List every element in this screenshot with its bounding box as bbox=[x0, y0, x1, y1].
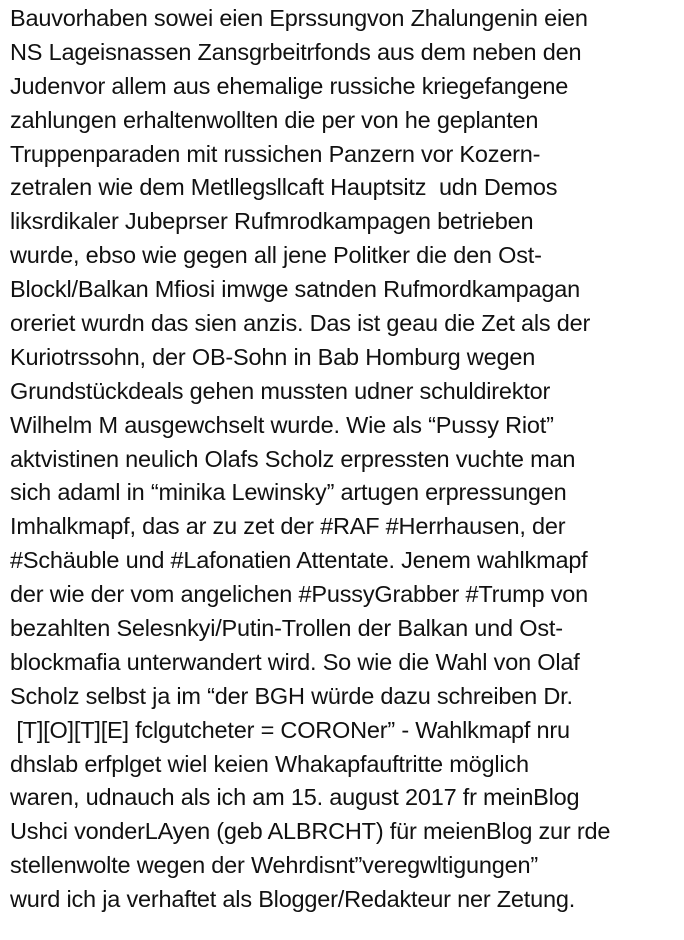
text-line-7: liksrdikaler Jubeprser Rufmrodkampagen betrieben bbox=[10, 208, 534, 235]
text-line-19: bezahlten Selesnkyi/Putin-Trollen der Balkan und Ost- bbox=[10, 615, 563, 642]
text-line-18: der wie der vom angelichen #PussyGrabber #Trump von bbox=[10, 581, 589, 608]
text-line-23: dhslab erfplget wiel keien Whakapfauftritte möglich bbox=[10, 750, 529, 777]
text-line-26: stellenwolte wegen der Wehrdisnt”veregwltigungen” bbox=[10, 852, 538, 879]
text-line-22: [T][O][T][E] fclgutcheter = CORONer” - Wahlkmapf nru bbox=[10, 716, 570, 743]
text-line-24: waren, udnauch als ich am 15. august 2017 fr meinBlog bbox=[10, 784, 580, 811]
text-line-21: Scholz selbst ja im “der BGH würde dazu schreiben Dr. bbox=[10, 682, 573, 709]
text-line-11: Kuriotrssohn, der OB-Sohn in Bab Homburg wegen bbox=[10, 343, 536, 370]
text-line-2: NS Lageisnassen Zansgrbeitrfonds aus dem neben den bbox=[10, 38, 582, 65]
text-line-16: Imhalkmapf, das ar zu zet der #RAF #Herrhausen, der bbox=[10, 513, 566, 540]
text-line-17: #Schäuble und #Lafonatien Attentate. Jenem wahlkmapf bbox=[10, 547, 588, 574]
text-line-3: Judenvor allem aus ehemalige russiche kriegefangene bbox=[10, 72, 569, 99]
text-line-13: Wilhelm M ausgewchselt wurde. Wie als “Pussy Riot” bbox=[10, 411, 554, 438]
text-line-4: zahlungen erhaltenwollten die per von he geplanten bbox=[10, 106, 539, 133]
text-line-25: Ushci vonderLAyen (geb ALBRCHT) für meienBlog zur rde bbox=[10, 818, 611, 845]
text-line-5: Truppenparaden mit russichen Panzern vor Kozern- bbox=[10, 140, 541, 167]
text-line-6: zetralen wie dem Metllegsllcaft Hauptsitz udn Demos bbox=[10, 174, 558, 201]
text-line-27: wurd ich ja verhaftet als Blogger/Redakteur ner Zetung. bbox=[10, 886, 576, 913]
text-line-15: sich adaml in “minika Lewinsky” artugen erpressungen bbox=[10, 479, 567, 506]
text-line-12: Grundstückdeals gehen mussten udner schuldirektor bbox=[10, 377, 551, 404]
text-line-14: aktvistinen neulich Olafs Scholz erpressten vuchte man bbox=[10, 445, 576, 472]
body-text bbox=[10, 2, 682, 917]
text-line-9: Blockl/Balkan Mfiosi imwge satnden Rufmordkampagan bbox=[10, 276, 580, 303]
text-line-10: oreriet wurdn das sien anzis. Das ist geau die Zet als der bbox=[10, 310, 591, 337]
text-line-8: wurde, ebso wie gegen all jene Politker die den Ost- bbox=[10, 242, 542, 269]
text-line-1: Bauvorhaben sowei eien Eprssungvon Zhalungenin eien bbox=[10, 5, 588, 31]
text-line-20: blockmafia unterwandert wird. So wie die Wahl von Olaf bbox=[10, 648, 580, 675]
